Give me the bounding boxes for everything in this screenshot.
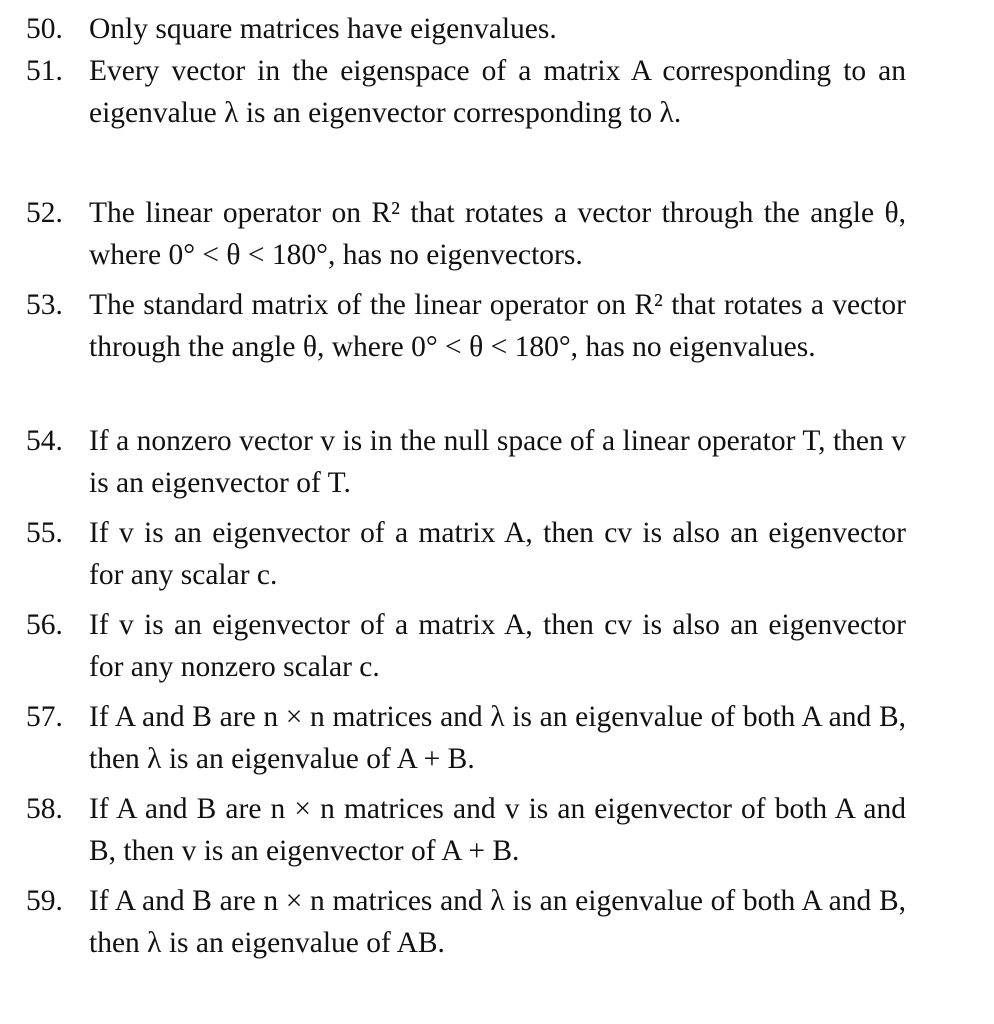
exercise-text: If A and B are n × n matrices and v is an eigenvector of both A and B, then v is an eigenvector of A + B. [89, 793, 906, 867]
exercise-item [26, 420, 906, 504]
exercise-text: If A and B are n × n matrices and λ is an eigenvalue of both A and B, then λ is an eigenvalue of AB. [89, 885, 906, 959]
exercise-item [26, 788, 906, 872]
exercise-number: 57. [26, 701, 63, 733]
exercise-text: The linear operator on R² that rotates a vector through the angle θ, where 0° < θ < 180°, has no eigenvectors. [89, 197, 906, 271]
exercise-text: If v is an eigenvector of a matrix A, then cv is also an eigenvector for any scalar c. [89, 517, 906, 591]
exercise-item [26, 512, 906, 596]
exercise-number: 58. [26, 793, 63, 825]
exercise-item [26, 50, 906, 134]
exercise-number: 50. [26, 13, 63, 45]
exercise-text: If A and B are n × n matrices and λ is an eigenvalue of both A and B, then λ is an eigenvalue of A + B. [89, 701, 906, 775]
exercise-number: 51. [26, 55, 63, 87]
exercise-item [26, 8, 906, 50]
exercise-item [26, 696, 906, 780]
exercise-text: The standard matrix of the linear operator on R² that rotates a vector through the angle θ, where 0° < θ < 180°, has no eigenvalues. [89, 289, 906, 363]
exercise-number: 59. [26, 885, 63, 917]
exercise-number: 53. [26, 289, 63, 321]
exercise-item [26, 192, 906, 276]
exercise-number: 52. [26, 197, 63, 229]
exercise-text: If v is an eigenvector of a matrix A, then cv is also an eigenvector for any nonzero scalar c. [89, 609, 906, 683]
exercise-number: 56. [26, 609, 63, 641]
exercise-item [26, 604, 906, 688]
exercise-number: 55. [26, 517, 63, 549]
exercise-number: 54. [26, 425, 63, 457]
exercise-item [26, 880, 906, 964]
exercise-text: If a nonzero vector v is in the null space of a linear operator T, then v is an eigenvector of T. [89, 425, 906, 499]
exercise-item [26, 284, 906, 368]
exercise-text: Only square matrices have eigenvalues. [89, 13, 557, 45]
exercise-text: Every vector in the eigenspace of a matrix A corresponding to an eigenvalue λ is an eigenvector corresponding to λ. [89, 55, 906, 129]
